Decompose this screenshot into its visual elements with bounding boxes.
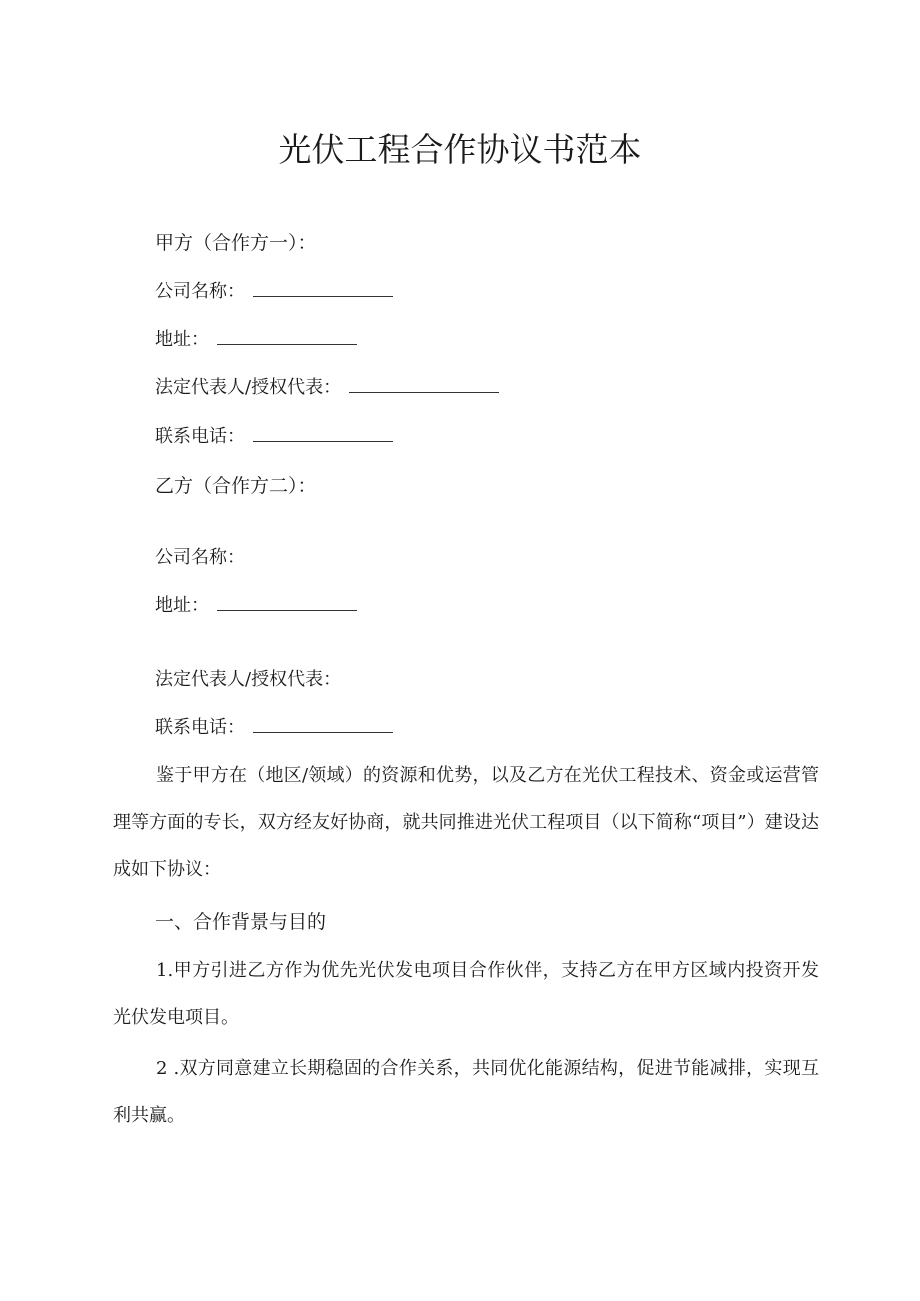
section1-item2: 2 .双方同意建立长期稳固的合作关系，共同优化能源结构，促进节能减排，实现互利共赢。 (113, 1058, 819, 1126)
party-b-address-row (155, 594, 357, 618)
party-b-rep-label: 法定代表人/授权代表： (155, 669, 342, 690)
party-a-company-label: 公司名称： (155, 281, 245, 302)
party-a-heading: 甲方（合作方一）： (155, 232, 317, 254)
party-b-address-blank (217, 594, 357, 611)
party-b-company-row (155, 546, 245, 570)
document-title: 光伏工程合作协议书范本 (278, 130, 642, 169)
party-a-phone-blank (253, 425, 393, 442)
party-b-phone-blank (253, 716, 393, 733)
party-a-phone-label: 联系电话： (155, 426, 245, 447)
party-a-address-row (155, 328, 357, 352)
party-b-heading: 乙方（合作方二）： (155, 475, 317, 497)
party-b-company-label: 公司名称： (155, 547, 245, 568)
party-a-rep-row (155, 376, 499, 400)
party-a-rep-label: 法定代表人/授权代表： (155, 377, 342, 398)
party-b-phone-label: 联系电话： (155, 717, 245, 738)
party-a-address-blank (217, 328, 357, 345)
party-a-phone-row (155, 425, 393, 449)
party-a-rep-blank (349, 376, 499, 393)
party-a-company-blank (253, 280, 393, 297)
party-b-address-label: 地址： (155, 595, 209, 616)
party-b-phone-row (155, 716, 393, 740)
party-b-rep-row (155, 668, 341, 692)
intro-paragraph: 鉴于甲方在（地区/领域）的资源和优势，以及乙方在光伏工程技术、资金或运营管理等方面的专长，双方经友好协商，就共同推进光伏工程项目（以下简称“项目”）建设达成如下协议： (113, 765, 819, 880)
party-a-company-row (155, 280, 393, 304)
section1-item1: 1.甲方引进乙方作为优先光伏发电项目合作伙伴，支持乙方在甲方区域内投资开发光伏发电项目。 (113, 960, 819, 1028)
party-a-address-label: 地址： (155, 329, 209, 350)
section1-heading: 一、合作背景与目的 (155, 911, 327, 933)
